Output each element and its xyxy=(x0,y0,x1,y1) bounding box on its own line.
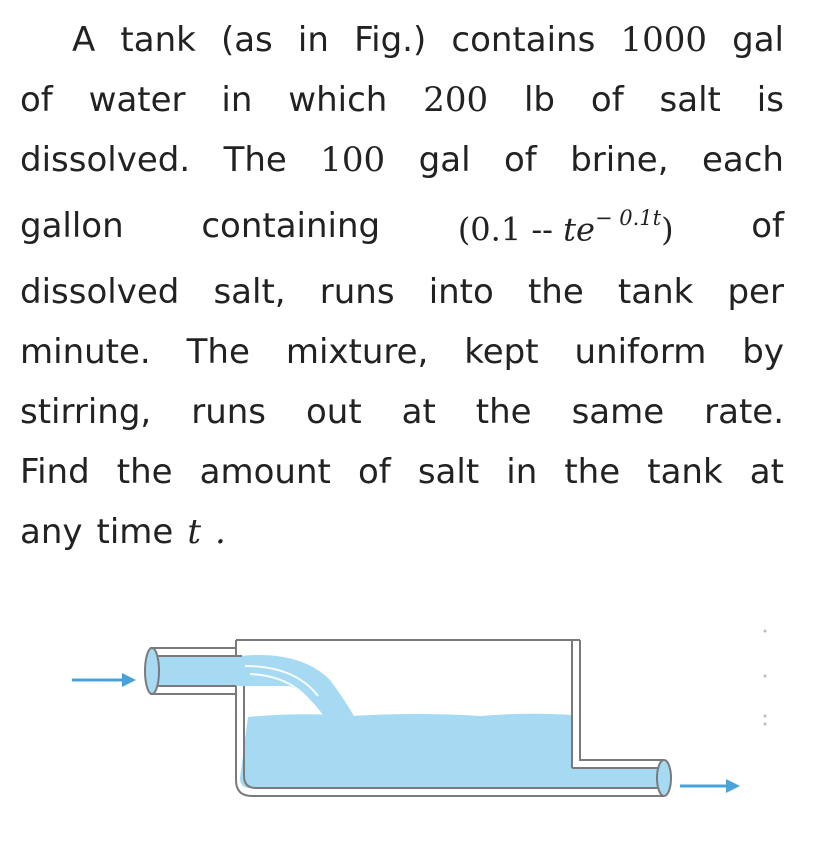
text-line-4 xyxy=(20,190,784,262)
word: contains xyxy=(451,20,596,60)
word: Find xyxy=(20,452,90,492)
expr-close: ) xyxy=(661,210,674,249)
word: tank xyxy=(120,20,196,60)
number: 100 xyxy=(320,140,386,180)
word: containing xyxy=(201,206,381,246)
word: minute. xyxy=(20,332,151,372)
variable-t: t xyxy=(563,210,577,249)
number: 200 xyxy=(423,80,489,120)
word: in xyxy=(297,20,329,60)
variable-e: e xyxy=(576,210,595,249)
word: salt xyxy=(417,452,480,492)
text-line-5 xyxy=(20,262,784,322)
text-line-2 xyxy=(20,70,784,130)
word: runs xyxy=(319,272,395,312)
word: of xyxy=(590,80,624,120)
inlet-pipe-end xyxy=(145,648,159,694)
text-line-1 xyxy=(20,10,784,70)
word: gallon xyxy=(20,206,124,246)
word: lb xyxy=(523,80,556,120)
outlet-pipe-end xyxy=(657,760,671,796)
word: water xyxy=(88,80,186,120)
word: of xyxy=(503,140,537,180)
word: The xyxy=(223,140,287,180)
word: gal xyxy=(418,140,471,180)
text-line-7 xyxy=(20,382,784,442)
word: out xyxy=(305,392,362,432)
number: 1000 xyxy=(620,20,707,60)
word: per xyxy=(727,272,784,312)
exponent: − 0.1t xyxy=(594,206,662,231)
word: in xyxy=(221,80,253,120)
word: any xyxy=(20,512,83,552)
word: the xyxy=(527,272,584,312)
word: (as xyxy=(220,20,273,60)
variable-t: t . xyxy=(187,512,226,552)
word: kept xyxy=(464,332,539,372)
word: at xyxy=(749,452,784,492)
inlet-pipe-water xyxy=(150,656,242,686)
word: by xyxy=(742,332,784,372)
word: tank xyxy=(617,272,694,312)
concentration-expression xyxy=(458,192,674,260)
word: mixture, xyxy=(285,332,429,372)
word: which xyxy=(288,80,388,120)
word: stirring, xyxy=(20,392,152,432)
word: gal xyxy=(732,20,784,60)
problem-statement xyxy=(20,10,784,562)
word: the xyxy=(475,392,532,432)
word: each xyxy=(701,140,784,180)
word: runs xyxy=(191,392,267,432)
word: is xyxy=(756,80,784,120)
word: dissolved xyxy=(20,272,180,312)
word: The xyxy=(186,332,250,372)
word: brine, xyxy=(570,140,669,180)
expr-open: (0.1 -- xyxy=(457,210,564,249)
word: tank xyxy=(647,452,723,492)
word: same xyxy=(571,392,665,432)
text-line-3 xyxy=(20,130,784,190)
text-line-6 xyxy=(20,322,784,382)
word: salt, xyxy=(213,272,286,312)
word: into xyxy=(428,272,494,312)
word: the xyxy=(564,452,621,492)
word: in xyxy=(506,452,538,492)
tank-figure xyxy=(0,600,822,860)
word: of xyxy=(357,452,391,492)
word: amount xyxy=(199,452,331,492)
word: of xyxy=(20,80,53,120)
word: at xyxy=(401,392,436,432)
word: Fig.) xyxy=(354,20,427,60)
word: salt xyxy=(659,80,721,120)
word: rate. xyxy=(704,392,784,432)
word: A xyxy=(72,20,96,60)
text-line-8 xyxy=(20,442,784,502)
text-line-9 xyxy=(20,502,784,562)
tank-diagram xyxy=(0,600,822,860)
word: time xyxy=(96,512,174,552)
word: of xyxy=(751,206,784,246)
word: dissolved. xyxy=(20,140,191,180)
word: uniform xyxy=(574,332,707,372)
word: the xyxy=(116,452,173,492)
